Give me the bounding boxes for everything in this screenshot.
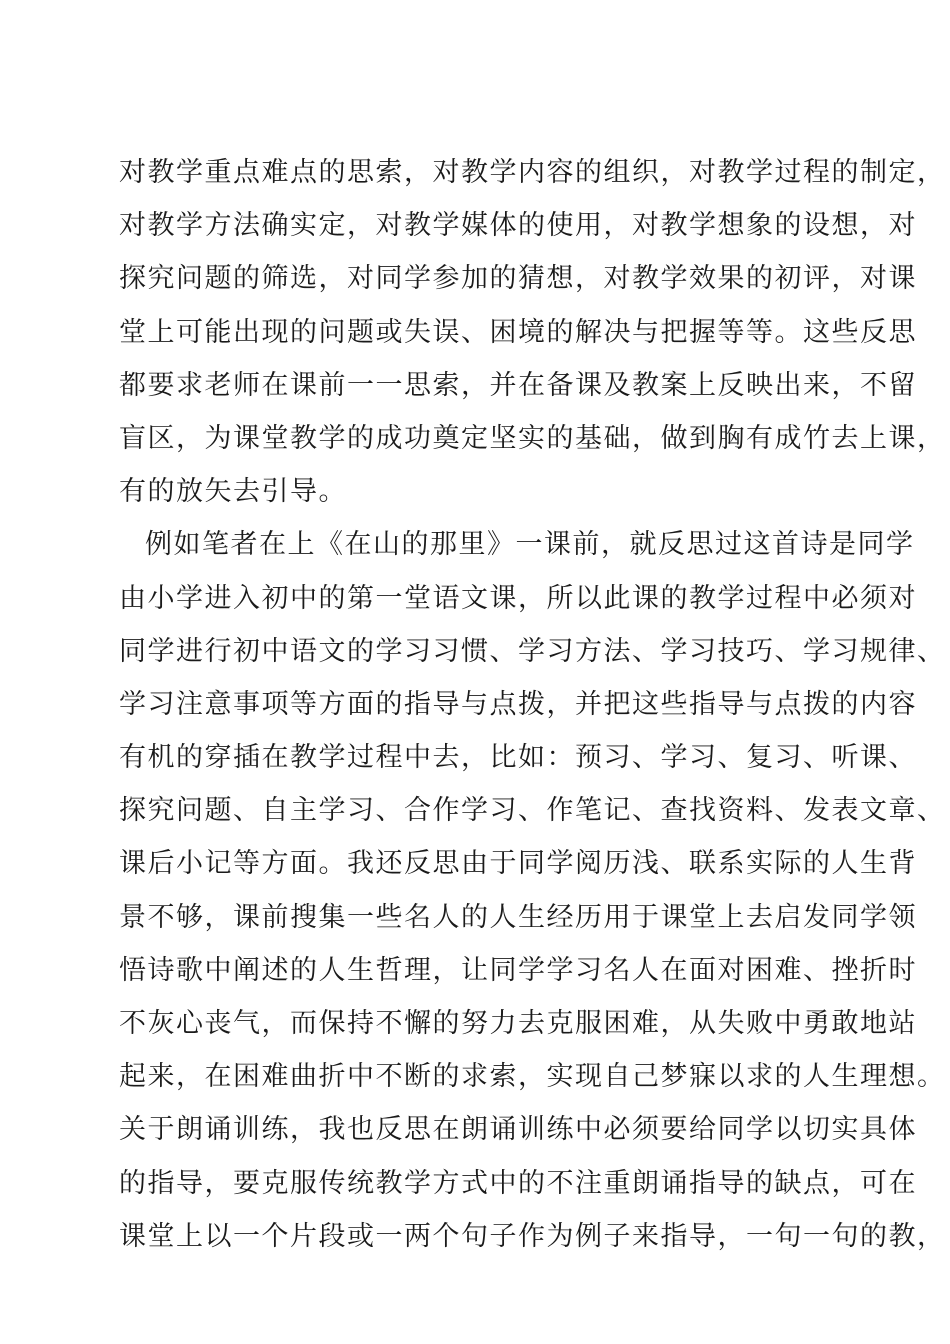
text-line: 有机的穿插在教学过程中去，比如：预习、学习、复习、听课、 xyxy=(119,742,917,774)
text-line: 关于朗诵训练，我也反思在朗诵训练中必须要给同学以切实具体 xyxy=(119,1114,917,1146)
text-line: 都要求老师在课前一一思索，并在备课及教案上反映出来，不留 xyxy=(119,369,917,401)
text-line: 由小学进入初中的第一堂语文课，所以此课的教学过程中必须对 xyxy=(119,582,917,614)
text-line: 探究问题、自主学习、合作学习、作笔记、查找资料、发表文章、 xyxy=(119,795,946,827)
text-line: 对教学方法确实定，对教学媒体的使用，对教学想象的设想，对 xyxy=(119,210,917,242)
text-line: 学习注意事项等方面的指导与点拨，并把这些指导与点拨的内容 xyxy=(119,688,917,720)
text-line: 同学进行初中语文的学习习惯、学习方法、学习技巧、学习规律、 xyxy=(119,635,946,667)
text-line: 盲区，为课堂教学的成功奠定坚实的基础，做到胸有成竹去上课， xyxy=(119,422,946,454)
body-text xyxy=(119,146,946,1263)
text-line: 课堂上以一个片段或一两个句子作为例子来指导，一句一句的教， xyxy=(119,1220,946,1252)
paragraph-first-line: 例如笔者在上《在山的那里》一课前，就反思过这首诗是同学 xyxy=(145,529,915,561)
text-line: 起来，在困难曲折中不断的求索，实现自己梦寐以求的人生理想。 xyxy=(119,1061,946,1093)
text-line: 悟诗歌中阐述的人生哲理，让同学学习名人在面对困难、挫折时 xyxy=(119,954,917,986)
text-line: 的指导，要克服传统教学方式中的不注重朗诵指导的缺点，可在 xyxy=(119,1167,917,1199)
text-line: 有的放矢去引导。 xyxy=(119,476,347,508)
text-line: 不灰心丧气，而保持不懈的努力去克服困难，从失败中勇敢地站 xyxy=(119,1008,917,1039)
text-line: 对教学重点难点的思索，对教学内容的组织，对教学过程的制定， xyxy=(119,157,946,188)
text-line: 探究问题的筛选，对同学参加的猜想，对教学效果的初评，对课 xyxy=(119,263,917,295)
text-line: 堂上可能出现的问题或失误、困境的解决与把握等等。这些反思 xyxy=(119,316,917,348)
text-line: 景不够，课前搜集一些名人的人生经历用于课堂上去启发同学领 xyxy=(119,901,917,933)
text-line: 课后小记等方面。我还反思由于同学阅历浅、联系实际的人生背 xyxy=(119,848,917,880)
